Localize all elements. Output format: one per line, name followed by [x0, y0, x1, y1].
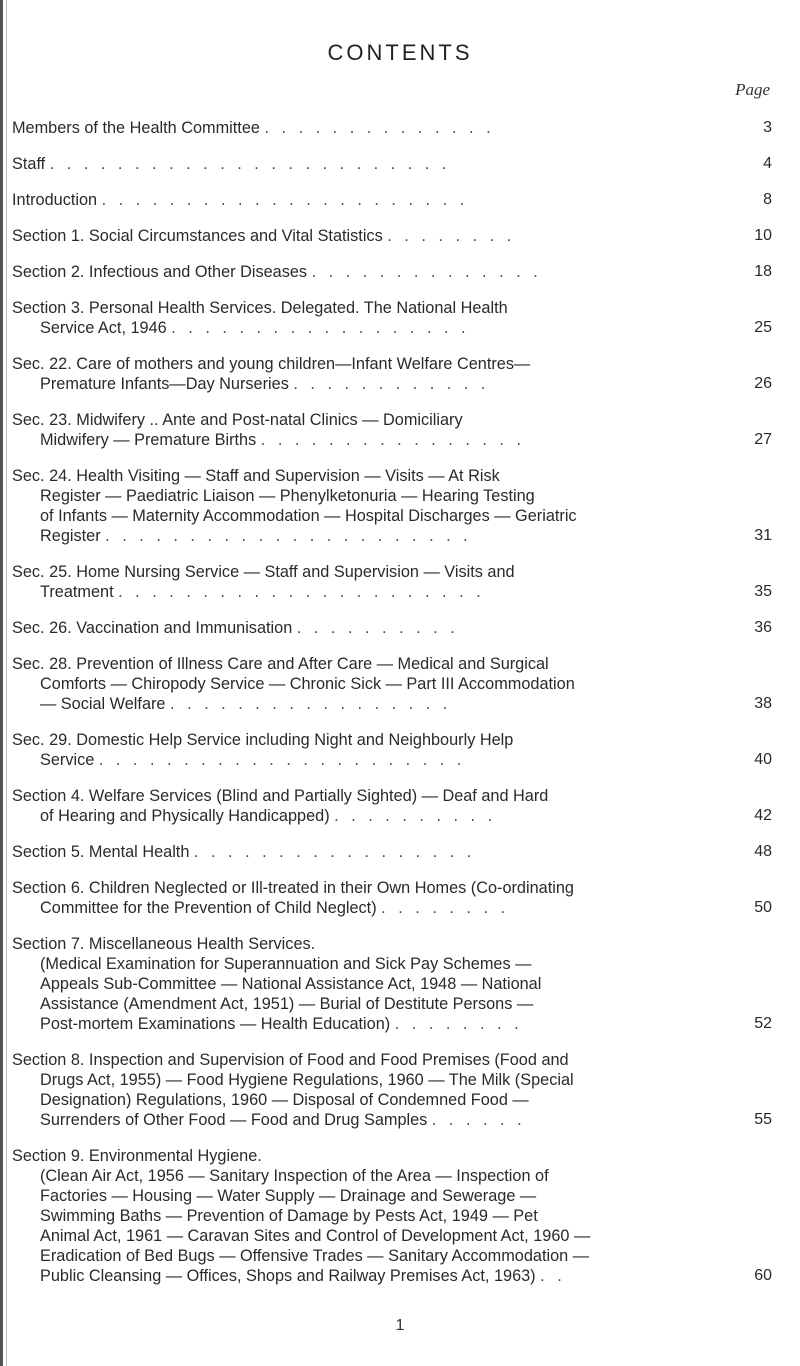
- leader-dots: . . . . . . . . . . . . . . . . . . . . . .: [98, 751, 466, 769]
- toc-entry-heading: Sec. 24. Health Visiting — Staff and Supervision — Visits — At Risk: [12, 467, 500, 485]
- leader-dots: . . . . . . . . . . . . . . . . . . . . . .: [118, 583, 485, 601]
- toc-page-number: 60: [754, 1267, 772, 1284]
- toc-entry-continuation: Assistance (Amendment Act, 1951) — Burial of Destitute Persons —: [40, 995, 534, 1013]
- toc-page-number: 18: [754, 263, 772, 280]
- toc-page-number: 25: [754, 319, 772, 336]
- page-title: CONTENTS: [327, 40, 473, 65]
- leader-dots: . . . . . . . . . . . . . . . .: [260, 431, 525, 449]
- toc-entry: [12, 118, 772, 138]
- toc-entry-continuation: Service Act, 1946: [40, 319, 167, 337]
- toc-page-number: 26: [754, 375, 772, 392]
- toc-entry-continuation: Treatment: [40, 583, 114, 601]
- toc-entry-heading: Sec. 26. Vaccination and Immunisation: [12, 619, 293, 637]
- toc-page-number: 50: [754, 899, 772, 916]
- toc-entry-last-line: [12, 806, 716, 826]
- toc-page-number: 3: [763, 119, 772, 136]
- toc-entry-heading: Section 3. Personal Health Services. Delegated. The National Health: [12, 299, 508, 317]
- toc-entry: [12, 842, 772, 862]
- toc-entry-heading: Section 6. Children Neglected or Ill-treated in their Own Homes (Co-ordinating: [12, 879, 574, 897]
- leader-dots: . . . . . .: [431, 1111, 526, 1129]
- toc-entry-last-line: [12, 898, 716, 918]
- toc-entry-continuation: — Social Welfare: [40, 695, 166, 713]
- toc-entry: [12, 562, 772, 602]
- toc-entry-last-line: [12, 694, 716, 714]
- toc-entry-continuation: Public Cleansing — Offices, Shops and Railway Premises Act, 1963): [40, 1267, 536, 1285]
- leader-dots: . .: [540, 1267, 566, 1285]
- toc-entry-continuation: Premature Infants—Day Nurseries: [40, 375, 289, 393]
- page-edge: [0, 0, 3, 1366]
- toc-entry-heading: Section 9. Environmental Hygiene.: [12, 1147, 262, 1165]
- toc-entry: [12, 878, 772, 918]
- toc-entry-last-line: [12, 226, 716, 246]
- toc-entry: [12, 1050, 772, 1130]
- toc-entry: [12, 1146, 772, 1286]
- leader-dots: . . . . . . . . . .: [296, 619, 459, 637]
- toc-entry-heading: Sec. 22. Care of mothers and young children—Infant Welfare Centres—: [12, 355, 531, 373]
- toc-entry-heading: Members of the Health Committee: [12, 119, 260, 137]
- toc-entry-continuation: Factories — Housing — Water Supply — Drainage and Sewerage —: [40, 1187, 537, 1205]
- toc-entry-continuation: Eradication of Bed Bugs — Offensive Trades — Sanitary Accommodation —: [40, 1247, 590, 1265]
- toc-page-number: 36: [754, 619, 772, 636]
- toc-entry-last-line: [12, 190, 716, 210]
- leader-dots: . . . . . . . . . . . . . . . . .: [170, 695, 452, 713]
- leader-dots: . . . . . . . . . . . . . . . . . . . . . .: [101, 191, 469, 209]
- toc-entry-last-line: [12, 1014, 716, 1034]
- toc-entry-heading: Section 8. Inspection and Supervision of Food and Food Premises (Food and: [12, 1051, 569, 1069]
- toc-entry-last-line: [12, 618, 716, 638]
- toc-page-number: 52: [754, 1015, 772, 1032]
- toc-entry-continuation: Appeals Sub-Committee — National Assistance Act, 1948 — National: [40, 975, 542, 993]
- toc-entry: [12, 934, 772, 1034]
- toc-entry-last-line: [12, 1266, 716, 1286]
- toc-entry-continuation: of Infants — Maternity Accommodation — Hospital Discharges — Geriatric: [40, 507, 577, 525]
- leader-dots: . . . . . . . . . . . . . . . . .: [193, 843, 476, 861]
- toc-entry-last-line: [12, 262, 716, 282]
- toc-page-number: 38: [754, 695, 772, 712]
- toc-entry-continuation: Swimming Baths — Prevention of Damage by Pests Act, 1949 — Pet: [40, 1207, 538, 1225]
- toc-entry-last-line: [12, 526, 716, 546]
- leader-dots: . . . . . . . . . . . . . . . . . . . . . .: [105, 527, 472, 545]
- page-column-label: Page: [735, 80, 770, 99]
- toc-entry-heading: Sec. 23. Midwifery .. Ante and Post-natal Clinics — Domiciliary: [12, 411, 463, 429]
- toc-entry-continuation: Post-mortem Examinations — Health Education): [40, 1015, 391, 1033]
- toc-entry-heading: Sec. 29. Domestic Help Service including Night and Neighbourly Help: [12, 731, 514, 749]
- toc-entry-heading: Sec. 25. Home Nursing Service — Staff and Supervision — Visits and: [12, 563, 515, 581]
- toc-entry-continuation: Animal Act, 1961 — Caravan Sites and Control of Development Act, 1960 —: [40, 1227, 591, 1245]
- table-of-contents: [12, 118, 772, 1302]
- toc-entry-last-line: [12, 1110, 716, 1130]
- leader-dots: . . . . . . . . . . . . . . . . . .: [171, 319, 470, 337]
- toc-entry-last-line: [12, 750, 716, 770]
- toc-entry-last-line: [12, 154, 716, 174]
- toc-entry: [12, 190, 772, 210]
- leader-dots: . . . . . . . . . . . . . .: [311, 263, 542, 281]
- toc-entry-continuation: Register: [40, 527, 101, 545]
- toc-entry-last-line: [12, 318, 716, 338]
- toc-entry: [12, 262, 772, 282]
- toc-page-number: 35: [754, 583, 772, 600]
- toc-entry-continuation: of Hearing and Physically Handicapped): [40, 807, 330, 825]
- toc-entry-heading: Section 5. Mental Health: [12, 843, 190, 861]
- leader-dots: . . . . . . . . . .: [334, 807, 497, 825]
- toc-entry-continuation: Committee for the Prevention of Child Neglect): [40, 899, 377, 917]
- toc-entry-last-line: [12, 118, 716, 138]
- toc-page-number: 31: [754, 527, 772, 544]
- toc-entry-continuation: (Medical Examination for Superannuation and Sick Pay Schemes —: [40, 955, 532, 973]
- toc-page-number: 48: [754, 843, 772, 860]
- toc-page-number: 55: [754, 1111, 772, 1128]
- leader-dots: . . . . . . . . . . . . . . . . . . . . . . . .: [49, 155, 451, 173]
- toc-entry-heading: Section 2. Infectious and Other Diseases: [12, 263, 308, 281]
- toc-entry-continuation: Register — Paediatric Liaison — Phenylketonuria — Hearing Testing: [40, 487, 535, 505]
- toc-entry-last-line: [12, 582, 716, 602]
- footer-page-number: 1: [395, 1317, 405, 1334]
- page-edge-line: [6, 0, 7, 1366]
- leader-dots: . . . . . . . . . . . .: [293, 375, 490, 393]
- toc-entry-continuation: Drugs Act, 1955) — Food Hygiene Regulations, 1960 — The Milk (Special: [40, 1071, 574, 1089]
- toc-entry-heading: Introduction: [12, 191, 98, 209]
- toc-page-number: 40: [754, 751, 772, 768]
- toc-entry: [12, 154, 772, 174]
- toc-entry-heading: Staff: [12, 155, 46, 173]
- toc-entry: [12, 618, 772, 638]
- toc-entry-continuation: Midwifery — Premature Births: [40, 431, 257, 449]
- toc-page-number: 42: [754, 807, 772, 824]
- toc-entry: [12, 354, 772, 394]
- toc-entry-continuation: Surrenders of Other Food — Food and Drug Samples: [40, 1111, 428, 1129]
- toc-entry: [12, 786, 772, 826]
- toc-entry-continuation: Service: [40, 751, 95, 769]
- toc-entry-continuation: (Clean Air Act, 1956 — Sanitary Inspection of the Area — Inspection of: [40, 1167, 549, 1185]
- toc-entry-last-line: [12, 374, 716, 394]
- leader-dots: . . . . . . . . . . . . . .: [264, 119, 495, 137]
- toc-entry-continuation: Comforts — Chiropody Service — Chronic Sick — Part III Accommodation: [40, 675, 575, 693]
- toc-page-number: 27: [754, 431, 772, 448]
- toc-entry: [12, 410, 772, 450]
- toc-entry-last-line: [12, 430, 716, 450]
- toc-page-number: 4: [763, 155, 772, 172]
- toc-entry-heading: Sec. 28. Prevention of Illness Care and After Care — Medical and Surgical: [12, 655, 549, 673]
- toc-entry: [12, 730, 772, 770]
- toc-page-number: 10: [754, 227, 772, 244]
- toc-entry: [12, 298, 772, 338]
- toc-entry-heading: Section 4. Welfare Services (Blind and Partially Sighted) — Deaf and Hard: [12, 787, 549, 805]
- toc-page-number: 8: [763, 191, 772, 208]
- leader-dots: . . . . . . . .: [381, 899, 510, 917]
- leader-dots: . . . . . . . .: [394, 1015, 523, 1033]
- toc-entry: [12, 466, 772, 546]
- toc-entry-heading: Section 7. Miscellaneous Health Services.: [12, 935, 316, 953]
- toc-entry-last-line: [12, 842, 716, 862]
- leader-dots: . . . . . . . .: [387, 227, 516, 245]
- toc-entry: [12, 226, 772, 246]
- toc-entry-heading: Section 1. Social Circumstances and Vital Statistics: [12, 227, 383, 245]
- toc-entry-continuation: Designation) Regulations, 1960 — Disposal of Condemned Food —: [40, 1091, 529, 1109]
- toc-entry: [12, 654, 772, 714]
